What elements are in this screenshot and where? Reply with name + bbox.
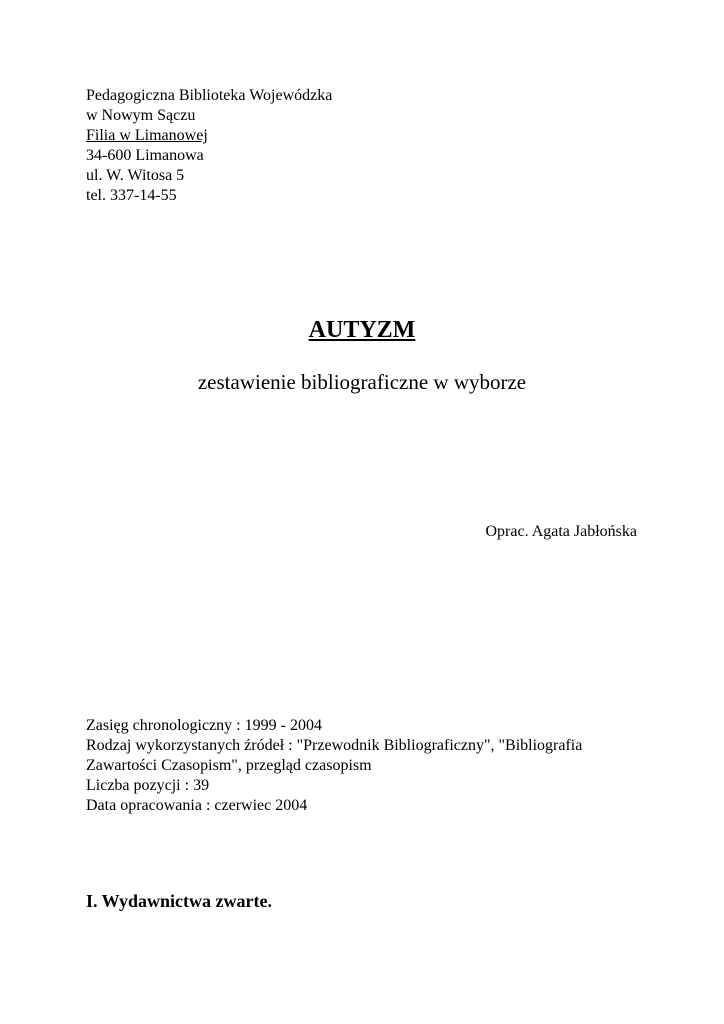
phone-number: tel. 337-14-55	[86, 187, 177, 204]
document-subtitle: zestawienie bibliograficzne w wyborze	[197, 370, 527, 394]
chronological-scope: Zasięg chronologiczny : 1999 - 2004	[86, 717, 322, 734]
bibliography-metadata	[86, 716, 646, 816]
author-credit: Oprac. Agata Jabłońska	[485, 523, 637, 540]
library-branch: Filia w Limanowej	[86, 127, 208, 144]
postal-code-city: 34-600 Limanowa	[86, 147, 204, 164]
library-city: w Nowym Sączu	[86, 107, 196, 124]
library-name: Pedagogiczna Biblioteka Wojewódzka	[86, 87, 333, 104]
item-count: Liczba pozycji : 39	[86, 777, 210, 794]
library-address-block	[86, 86, 332, 206]
street-address: ul. W. Witosa 5	[86, 167, 185, 184]
compilation-date: Data opracowania : czerwiec 2004	[86, 797, 308, 814]
document-title: AUTYZM	[308, 317, 416, 343]
sources-used-continued: Zawartości Czasopism", przegląd czasopism	[86, 757, 372, 774]
section-heading: I. Wydawnictwa zwarte.	[86, 891, 272, 911]
sources-used: Rodzaj wykorzystanych źródeł : "Przewodnik Bibliograficzny", "Bibliografia	[86, 737, 583, 754]
